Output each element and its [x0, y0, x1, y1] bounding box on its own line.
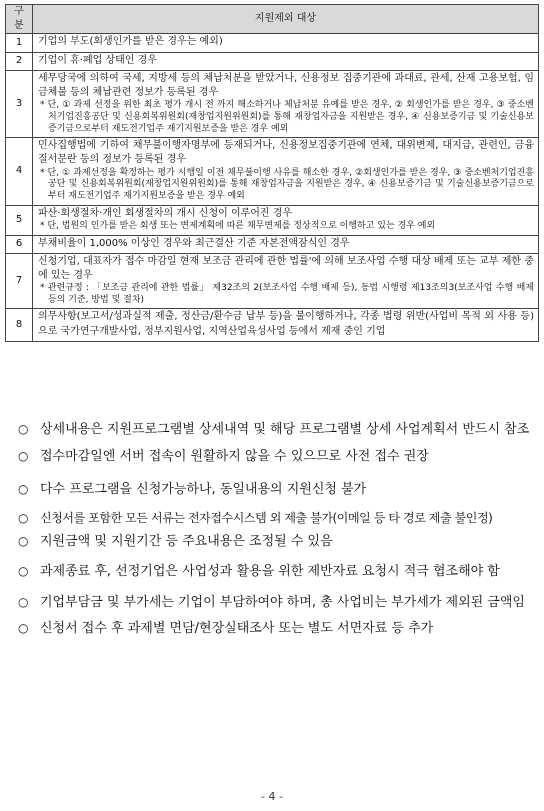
notice-list: [18, 418, 534, 640]
notice-item: [18, 478, 534, 501]
row-note: * 관련규정 : 「보조금 관리에 관한 법률」 제32조의 2(보조사업 수행 배제 등), 동법 시행령 제13조의3(보조사업 수행 배제 등의 기준, 방법 및 절차): [40, 283, 534, 305]
circle-bullet-icon: ○: [18, 449, 29, 463]
row-number: 1: [6, 34, 33, 52]
table-row: [6, 205, 539, 235]
table-row: [6, 52, 539, 70]
row-content: [33, 205, 539, 235]
notice-item: [18, 591, 534, 614]
notice-text: 다수 프로그램을 신청가능하나, 동일내용의 지원신청 불가: [40, 482, 367, 497]
table-row: [6, 70, 539, 137]
row-content: [33, 235, 539, 253]
notice-text: 과제종료 후, 선정기업은 사업성과 활용을 위한 제반자료 요청시 적극 협조해야 함: [40, 564, 500, 579]
notice-item: [18, 617, 534, 640]
row-number: 3: [6, 70, 33, 137]
table-row: [6, 309, 539, 341]
row-note: * 단, 법원의 인가를 받은 회생 또는 변제계획에 따른 채무변제를 정상적으로 이행하고 있는 경우 예외: [40, 220, 436, 231]
notice-item: [18, 530, 534, 553]
row-content: [33, 253, 539, 309]
notice-text: 상세내용은 지원프로그램별 상세내역 및 해당 프로그램별 상세 사업계획서 반드시 참조: [40, 422, 530, 437]
notice-text: 신청서를 포함한 모든 서류는 전자접수시스템 외 제출 불가(이메일 등 타 경로 제출 불인정): [40, 511, 493, 525]
header-category: 구분: [6, 5, 33, 34]
table-row: [6, 253, 539, 309]
table-header-row: [6, 5, 539, 34]
row-note: * 단, ① 과제 선정을 위한 최초 평가 개시 전 까지 해소하거나 체납처분 유예를 받은 경우, ② 회생인가를 받은 경우, ③ 중소벤처기업진흥공단 및 신용회복위원회(재창업지원위원회)를 통해 재창업자금을 지원받은 경우, ④ 신용보증기금 및 기술신용보증기금으로부터 재도전기업주 재기지원보증을 받은 경우 예외: [40, 100, 534, 134]
row-content: [33, 34, 539, 52]
row-text: 기업이 휴·폐업 상태인 경우: [38, 54, 157, 66]
row-text: 파산·회생절차·개인 회생절차의 개시 신청이 이루어진 경우: [38, 207, 293, 219]
row-text: 민사집행법에 기하여 채무불이행자명부에 등재되거나, 신용정보집중기관에 연체, 대위변제, 대지급, 관련인, 금융질서문란 등의 정보가 등록된 경우: [38, 140, 534, 166]
row-content: [33, 309, 539, 341]
circle-bullet-icon: ○: [18, 621, 29, 635]
row-number: 2: [6, 52, 33, 70]
row-content: [33, 52, 539, 70]
notice-item: [18, 418, 534, 441]
row-text: 세무당국에 의하여 국세, 지방세 등의 체납처분을 받았거나, 신용정보 집중기관에 과대료, 관세, 산재 고용보험, 임금체불 등의 체납관련 정보가 등록된 경우: [38, 72, 534, 98]
table-row: [6, 34, 539, 52]
notice-text: 기업부담금 및 부가세는 기업이 부담하여야 하며, 총 사업비는 부가세가 제외된 금액임: [40, 595, 525, 610]
table-row: [6, 138, 539, 205]
row-number: 4: [6, 138, 33, 205]
circle-bullet-icon: ○: [18, 511, 29, 525]
row-content: [33, 138, 539, 205]
row-number: 6: [6, 235, 33, 253]
row-text: 부채비율이 1,000% 이상인 경우와 최근결산 기준 자본전액잠식인 경우: [38, 237, 350, 249]
row-text: 기업의 부도(회생인가를 받은 경우는 예외): [38, 36, 223, 48]
table-row: [6, 235, 539, 253]
circle-bullet-icon: ○: [18, 534, 29, 548]
row-text: 의무사항(보고서/성과실적 제출, 정산금/환수금 납부 등)을 불이행하거나, 각종 법령 위반(사업비 목적 외 사용 등)으로 국가연구개발사업, 정부지원사업, 지역산업육성사업 등에서 제재 중인 기업: [38, 311, 534, 337]
notice-text: 접수마감일엔 서버 접속이 원활하지 않을 수 있으므로 사전 접수 권장: [40, 449, 429, 464]
exclusion-table: [5, 4, 539, 342]
page-number: - 4 -: [261, 790, 283, 803]
notice-item: [18, 445, 534, 468]
circle-bullet-icon: ○: [18, 422, 29, 436]
row-number: 8: [6, 309, 33, 341]
circle-bullet-icon: ○: [18, 564, 29, 578]
circle-bullet-icon: ○: [18, 482, 29, 496]
header-target: 지원제외 대상: [33, 5, 539, 34]
notice-text: 지원금액 및 지원기간 등 주요내용은 조정될 수 있음: [40, 534, 333, 549]
row-number: 5: [6, 205, 33, 235]
row-number: 7: [6, 253, 33, 309]
circle-bullet-icon: ○: [18, 595, 29, 609]
row-content: [33, 70, 539, 137]
notice-item: [18, 507, 534, 530]
table-body: [6, 34, 539, 341]
notice-item: [18, 560, 534, 583]
row-text: 신청기업, 대표자가 접수 마감일 현재 보조금 관리에 관한 법률'에 의해 보조사업 수행 대상 배제 또는 교부 제한 중에 있는 경우: [38, 255, 534, 281]
notice-text: 신청서 접수 후 과제별 면담/현장실태조사 또는 별도 서면자료 등 추가: [40, 621, 434, 636]
row-note: * 단, ① 과제선정을 확정하는 평가 시행일 이전 채무불이행 사유를 해소한 경우, ②회생인가를 받은 경우, ③ 중소벤처기업진흥공단 및 신용회복위원회(재창업지원위원회)를 통해 재창업자금을 지원받은 경우, ④ 신용보증기금 및 기술신용보증기금으로부터 재도전기업주 재기지원보증을 받은 경우 예외: [40, 167, 534, 201]
